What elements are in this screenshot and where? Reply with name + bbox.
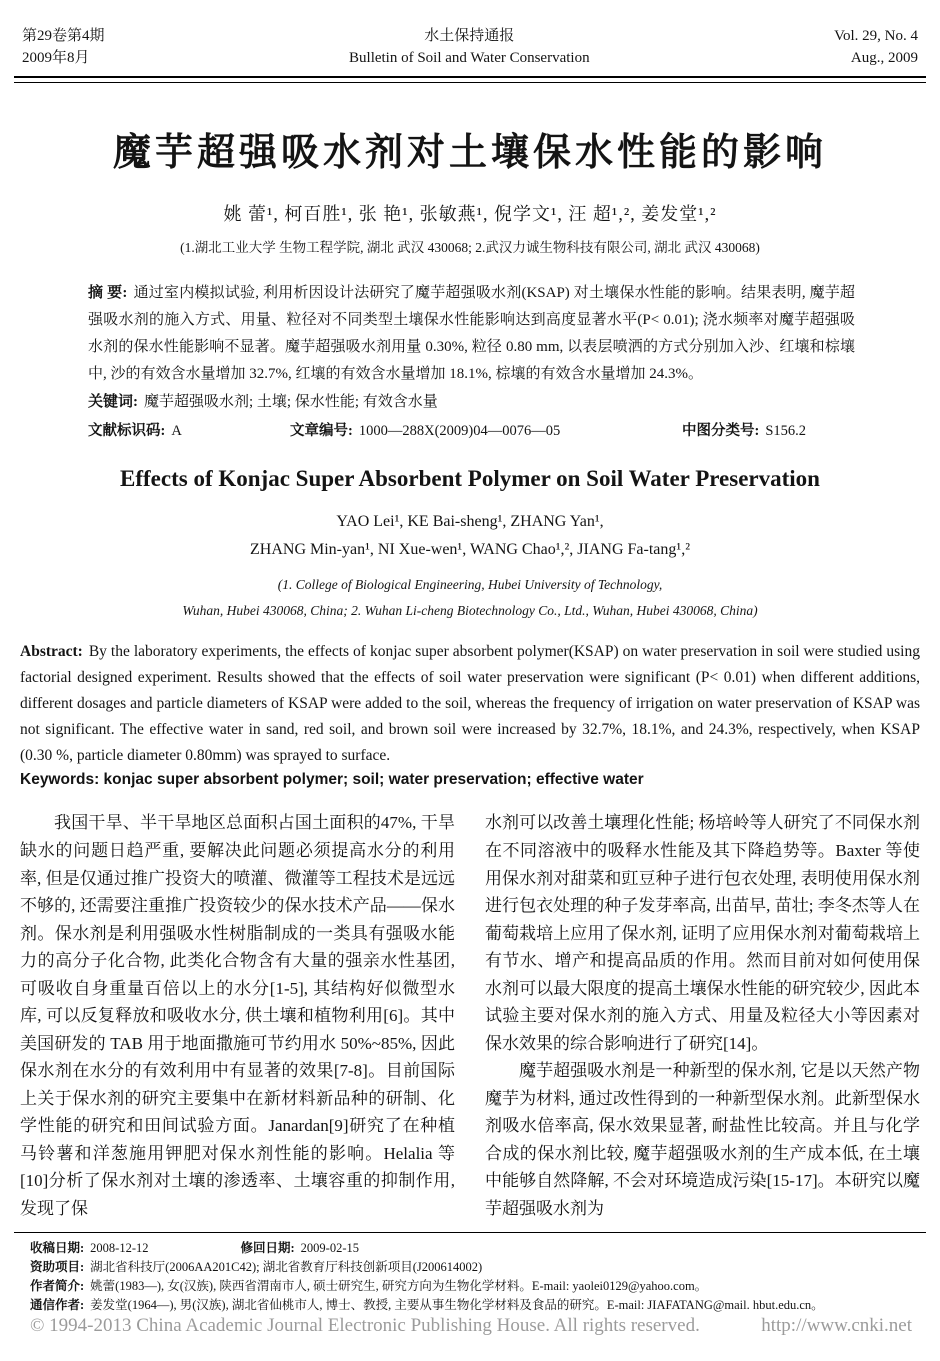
funding-label: 资助项目:	[30, 1260, 85, 1275]
clc-label: 中图分类号:	[682, 423, 760, 439]
watermark-copyright: © 1994-2013 China Academic Journal Electronic Publishing House. All rights reserved.	[30, 1315, 700, 1336]
abstract-en	[20, 639, 920, 769]
header-volume-en	[834, 26, 918, 70]
affiliation-en-line2: Wuhan, Hubei 430068, China; 2. Wuhan Li-cheng Biotechnology Co., Ltd., Wuhan, Hubei 430068, China)	[182, 602, 758, 618]
date-cn: 2009年8月	[22, 49, 90, 66]
body-left-column	[20, 809, 455, 1222]
watermark-url: http://www.cnki.net	[761, 1315, 912, 1336]
body-paragraph: 水剂可以改善土壤理化性能; 杨培岭等人研究了不同保水剂在不同溶液中的吸释水性能及其下降趋势等。Baxter 等使用保水剂对甜菜和豇豆种子进行包衣处理, 表明使用保水剂进行包衣处理的种子发芽率高, 出苗早, 苗壮; 李冬杰等人在葡萄栽培上应用了保水剂, 证明了应用保水剂对葡萄栽培上有节水、增产和提高品质的作用。然而目前对如何使用保水剂可以最大限度的提高土壤保水性能的研究较少, 因此本试验主要对保水剂的施入方式、用量及粒径大小等因素对保水效果的综合影响进行了研究[14]。	[485, 813, 920, 1053]
article-meta-row	[88, 419, 855, 440]
footnote-corresponding	[30, 1296, 916, 1315]
corresponding-text: 姜发堂(1964—), 男(汉族), 湖北省仙桃市人, 博士、教授, 主要从事生物化学材料及食品的研究。E-mail: JIAFATANG@mail. hbut.edu.cn。	[90, 1297, 824, 1312]
volume-issue-en: Vol. 29, No. 4	[834, 28, 918, 44]
keywords-en: Keywords: konjac super absorbent polymer; soil; water preservation; effective water	[20, 771, 644, 789]
footnote-bio	[30, 1277, 916, 1296]
received-label: 收稿日期:	[30, 1241, 85, 1256]
article-id-label: 文章编号:	[290, 423, 353, 439]
abstract-cn	[88, 280, 855, 388]
revised-date: 2009-02-15	[300, 1241, 359, 1256]
header-volume-cn	[22, 26, 105, 70]
doc-code	[88, 419, 290, 440]
cnki-watermark	[30, 1315, 912, 1337]
abstract-cn-text: 通过室内模拟试验, 利用析因设计法研究了魔芋超强吸水剂(KSAP) 对土壤保水性能的影响。结果表明, 魔芋超强吸水剂的施入方式、用量、粒径对不同类型土壤保水性能影响达到高度显著水平(P< 0.01); 浇水频率对魔芋超强吸水剂的保水性能影响不显著。魔芋超强吸水剂用量 0.30%, 粒径 0.80 mm, 以表层喷洒的方式分别加入沙、红壤和棕壤中, 沙的有效含水量增加 32.7%, 红壤的有效含水量增加 18.1%, 棕壤的有效含水量增加 24.3%。	[88, 284, 855, 382]
footnote-divider	[14, 1232, 926, 1233]
journal-name-en: Bulletin of Soil and Water Conservation	[349, 49, 590, 66]
article-title-cn: 魔芋超强吸水剂对土壤保水性能的影响	[112, 131, 827, 174]
corresponding-label: 通信作者:	[30, 1297, 85, 1312]
abstract-cn-label: 摘 要:	[88, 284, 128, 301]
keywords-cn	[88, 390, 855, 416]
footnotes	[30, 1239, 916, 1314]
abstract-en-label: Abstract:	[20, 643, 83, 661]
abstract-en-text: By the laboratory experiments, the effects of konjac super absorbent polymer(KSAP) on water preservation in soil were studied using factorial designed experiment. Results showed that the effects of soil water preservation were significant (P< 0.01) when different additions, different dosages and particle diameters of KSAP were added to the soil, whereas the frequency of irrigation on water preservation of KSAP was not significant. The effective water in sand, red soil, and brown soil were increased by 32.7%, 18.1%, and 24.3%, respectively, when KSAP (0.30 %, particle diameter 0.80mm) was sprayed to surface.	[20, 643, 920, 765]
authors-en-line1: YAO Lei¹, KE Bai-sheng¹, ZHANG Yan¹,	[336, 513, 604, 530]
funding-text: 湖北省科技厅(2006AA201C42); 湖北省教育厅科技创新项目(J200614002)	[90, 1260, 483, 1275]
article-id-value: 1000—288X(2009)04—0076—05	[358, 423, 561, 439]
article-id	[290, 419, 682, 440]
authors-en-line2: ZHANG Min-yan¹, NI Xue-wen¹, WANG Chao¹,², JIANG Fa-tang¹,²	[250, 541, 690, 558]
bio-text: 姚蕾(1983—), 女(汉族), 陕西省渭南市人, 硕士研究生, 研究方向为生物化学材料。E-mail: yaolei0129@yahoo.com。	[90, 1278, 708, 1293]
date-en: Aug., 2009	[850, 49, 918, 66]
affiliation-en-line1: (1. College of Biological Engineering, Hubei University of Technology,	[277, 577, 663, 592]
body-paragraph: 我国干旱、半干旱地区总面积占国土面积的47%, 干旱缺水的问题日趋严重, 要解决此问题必须提高水分的利用率, 但是仅通过推广投资大的喷灌、微灌等工程技术是远远不够的, 还需要注重推广投资较少的保水技术产品——保水剂。保水剂是利用强吸水性树脂制成的一类具有强吸水能力的高分子化合物, 此类化合物含有大量的强亲水性基团, 可吸收自身重量百倍以上的水分[1-5], 其结构好似微型水库, 可以反复释放和吸收水分, 供土壤和植物利用[6]。其中美国研发的 TAB 用于地面撒施可节约用水 50%~85%, 因此保水剂在水分的有效利用中有显著的效果[7-8]。目前国际上关于保水剂的研究主要集中在新材料新品种的研制、化学性能的研究和田间试验方面。Janardan[9]研究了在种植马铃薯和洋葱施用钾肥对保水剂性能的影响。Helalia 等[10]分析了保水剂对土壤的渗透率、土壤容重的抑制作用, 发现了保	[20, 813, 455, 1218]
article-title-en: Effects of Konjac Super Absorbent Polymer on Soil Water Preservation	[120, 466, 820, 491]
clc-value: S156.2	[765, 423, 807, 439]
body-columns	[20, 809, 920, 1222]
authors-en	[0, 508, 940, 564]
authors-cn: 姚 蕾¹, 柯百胜¹, 张 艳¹, 张敏燕¹, 倪学文¹, 汪 超¹,², 姜发堂¹,²	[223, 203, 717, 224]
journal-title-block	[349, 26, 590, 70]
keywords-cn-label: 关键词:	[88, 393, 138, 410]
bio-label: 作者简介:	[30, 1278, 85, 1293]
received-date: 2008-12-12	[90, 1241, 149, 1256]
volume-issue-cn: 第29卷第4期	[22, 28, 105, 44]
body-right-column	[485, 809, 920, 1222]
clc-number	[682, 419, 855, 440]
journal-header	[0, 0, 940, 74]
affiliation-cn: (1.湖北工业大学 生物工程学院, 湖北 武汉 430068; 2.武汉力诚生物科技有限公司, 湖北 武汉 430068)	[180, 239, 760, 255]
revised-label: 修回日期:	[240, 1241, 295, 1256]
journal-name-cn: 水土保持通报	[424, 28, 515, 44]
affiliation-en	[0, 572, 940, 623]
header-divider	[14, 76, 926, 83]
footnote-funding	[30, 1258, 916, 1277]
doc-code-value: A	[171, 423, 182, 439]
body-paragraph: 魔芋超强吸水剂是一种新型的保水剂, 它是以天然产物魔芋为材料, 通过改性得到的一种新型保水剂。此新型保水剂吸水倍率高, 保水效果显著, 耐盐性比较高。并且与化学合成的保水剂比较, 魔芋超强吸水剂的生产成本低, 在土壤中能够自然降解, 不会对环境造成污染[15-17]。本研究以魔芋超强吸水剂为	[485, 1061, 920, 1218]
doc-code-label: 文献标识码:	[88, 423, 166, 439]
keywords-cn-text: 魔芋超强吸水剂; 土壤; 保水性能; 有效含水量	[144, 393, 438, 410]
footnote-dates	[30, 1239, 916, 1258]
